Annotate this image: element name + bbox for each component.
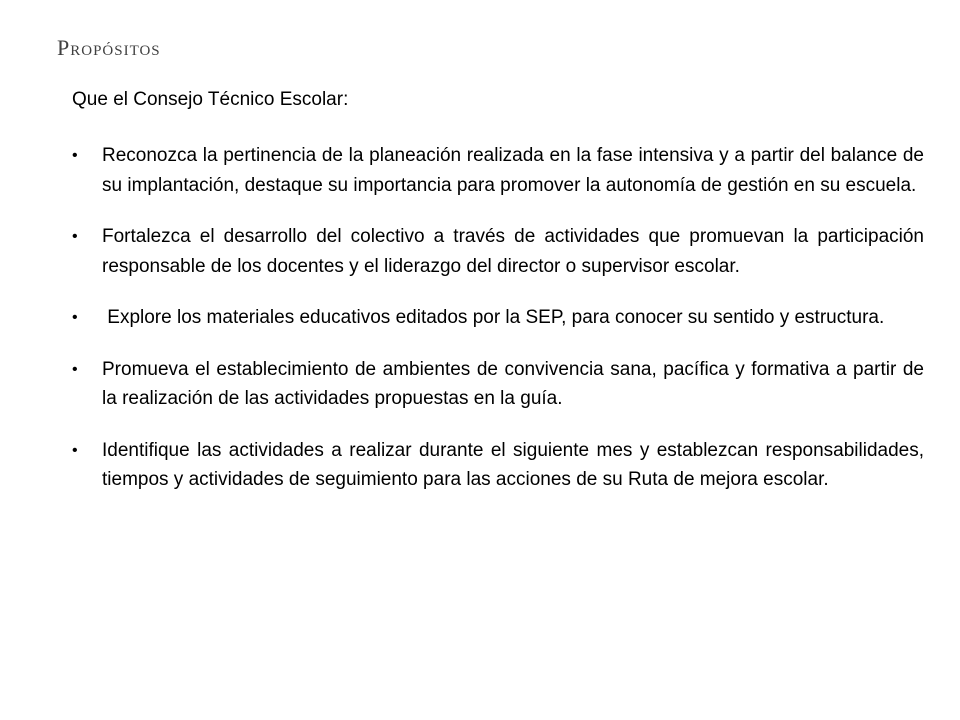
list-item-text: Fortalezca el desarrollo del colectivo a través de actividades que promuevan la participación responsable de los docentes y el liderazgo del director o supervisor escolar. [102,226,924,277]
bullet-icon: • [72,309,78,326]
list-item [72,222,924,281]
list-item [72,436,924,495]
list-item [72,355,924,414]
list-item [72,303,924,333]
bullet-icon: • [72,441,78,459]
list-item [72,141,924,200]
bullet-icon: • [72,360,78,378]
list-item-text: Identifique las actividades a realizar durante el siguiente mes y establezcan responsabilidades, tiempos y actividades de seguimiento para las acciones de su Ruta de mejora escolar. [102,439,924,490]
list-item-text: Reconozca la pertinencia de la planeación realizada en la fase intensiva y a partir del balance de su implantación, destaque su importancia para promover la autonomía de gestión en su escuela. [102,145,924,196]
purpose-list [72,141,924,517]
bullet-icon: • [72,147,78,164]
bullet-icon: • [72,228,78,245]
list-item-text: Explore los materiales educativos editados por la SEP, para conocer su sentido y estructura. [102,307,885,328]
intro-text: Que el Consejo Técnico Escolar: [72,89,349,110]
list-item-text: Promueva el establecimiento de ambientes de convivencia sana, pacífica y formativa a partir de la realización de las actividades propuestas en la guía. [102,358,924,409]
slide-title: Propósitos [57,35,161,60]
